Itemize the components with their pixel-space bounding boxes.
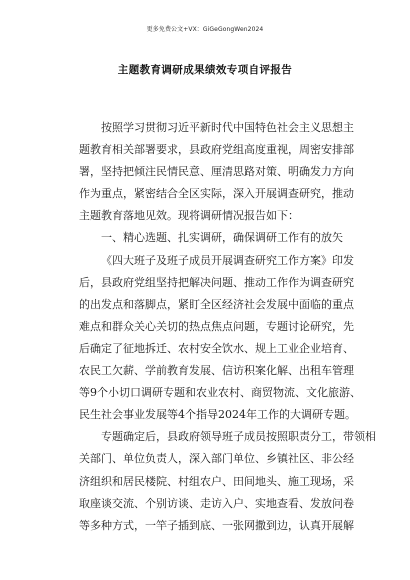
body-text-line: 后确定了征地拆迁、农村安全饮水、规上工业企业培育、 (79, 341, 354, 355)
body-text-line: 专题确定后，县政府领导班子成员按照职责分工，带领相 (101, 430, 376, 444)
body-text-line: 《四大班子及班子成员开展调查研究工作方案》印发 (101, 253, 354, 267)
body-text-line: 民生社会事业发展等4个指导2024年工作的大调研专题。 (79, 408, 356, 422)
body-text-line: 署，坚持把倾注民情民意、厘清思路对策、明确发力方向 (79, 165, 354, 179)
body-text-line: 题教育相关部署要求，县政府党组高度重视，周密安排部 (79, 143, 354, 157)
body-text-line: 济组织和居民楼院、村组农户、田间地头、施工现场，采 (79, 474, 354, 488)
body-text-line: 的出发点和落脚点，紧盯全区经济社会发展中面临的重点 (79, 297, 354, 311)
body-text-line: 按照学习贯彻习近平新时代中国特色社会主义思想主 (101, 121, 354, 134)
body-text-line: 作为重点，紧密结合全区实际，深入开展调查研究，推动 (79, 187, 354, 201)
header-note: 更多免费公文+VX：GiGeGongWen2024 (146, 26, 264, 33)
document-title: 主题教育调研成果绩效专项自评报告 (117, 64, 293, 76)
body-text-line: 主题教育落地见效。现将调研情况报告如下： (79, 209, 299, 223)
document-body (79, 117, 376, 537)
body-text-line: 难点和群众关心关切的热点焦点问题，专题讨论研究，先 (79, 319, 354, 333)
body-text-line: 等9个小切口调研专题和农业农村、商贸物流、文化旅游、 (79, 386, 361, 400)
body-text-line: 后，县政府党组坚持把解决问题、推动工作作为调查研究 (79, 275, 354, 289)
body-text-line: 一、精心选题、扎实调研，确保调研工作有的放矢 (101, 231, 343, 245)
body-text-line: 取座谈交流、个别访谈、走访入户、实地查看、发放问卷 (79, 496, 354, 510)
body-text-line: 农民工欠薪、学前教育发展、信访积案化解、出租车管理 (79, 364, 354, 378)
body-text-line: 关部门、单位负责人，深入部门单位、乡镇社区、非公经 (79, 452, 354, 466)
body-text-line: 等多种方式，一竿子插到底、一张网撒到边，认真开展解 (79, 518, 354, 532)
